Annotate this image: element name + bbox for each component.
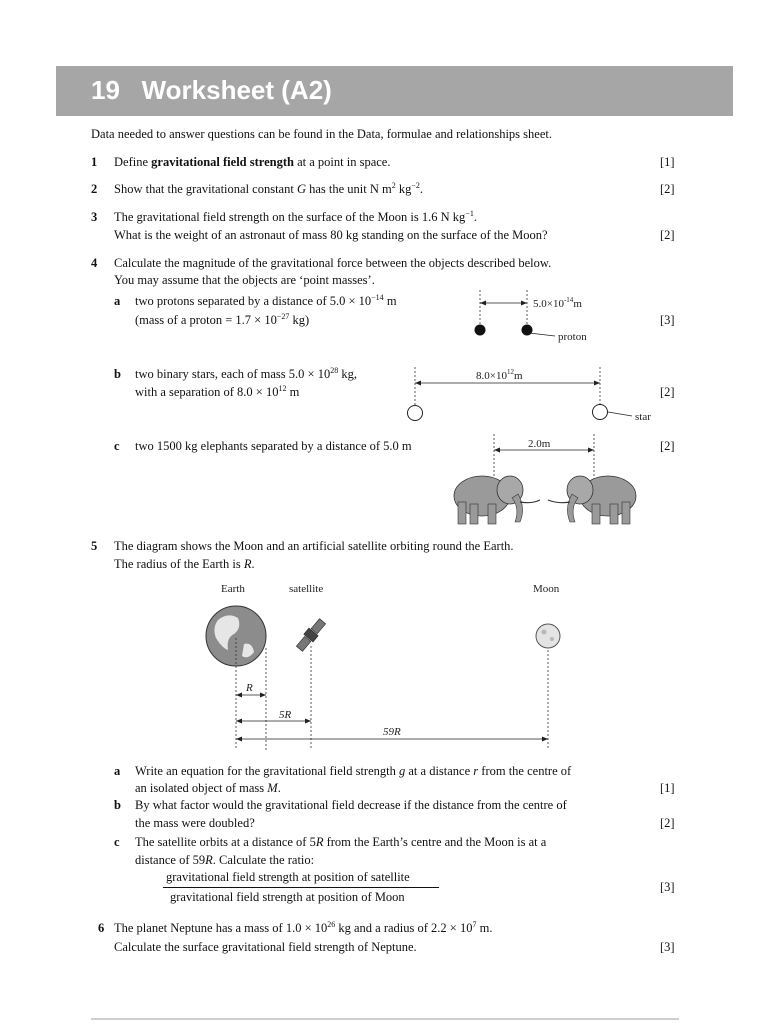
q4a-letter: a — [114, 294, 121, 308]
ratio-line — [163, 887, 439, 888]
proton-label: proton — [558, 331, 587, 343]
q4a-marks: [3] — [660, 313, 675, 327]
q4a-line2: (mass of a proton = $1.7 \times 10^{-27}$ kg) — [135, 312, 310, 327]
q4c-marks: [2] — [660, 439, 675, 453]
r59-label: 59R — [383, 726, 401, 738]
worksheet-title: 19 Worksheet (A2) — [91, 75, 332, 105]
q5b-line2: the mass were doubled? — [135, 816, 255, 830]
elephant-left-icon — [454, 476, 540, 524]
r-label: R — [246, 682, 253, 694]
earth-moon-diagram — [200, 578, 580, 753]
q5a-line2: an isolated object of mass M. — [135, 781, 281, 795]
star-circle-right — [593, 405, 608, 420]
stars-distance-label: $8.0\times 10^{12}m$ — [476, 368, 523, 382]
q5c-line2: distance of 59R. Calculate the ratio: — [135, 853, 315, 867]
q4c-letter: c — [114, 439, 120, 453]
footer-divider — [91, 1018, 679, 1020]
q3-line1: The gravitational field strength on the surface of the Moon is 1.6 N $kg^{-1}$. — [114, 209, 477, 224]
q5c-marks: [3] — [660, 880, 675, 894]
q4b-line1: two binary stars, each of mass $5.0 \times 10^{28}$ kg, — [135, 366, 357, 381]
q4-line1: Calculate the magnitude of the gravitational force between the objects described below. — [114, 256, 552, 270]
q5-line1: The diagram shows the Moon and an artificial satellite orbiting round the Earth. — [114, 539, 514, 553]
q6-line1: The planet Neptune has a mass of $1.0 \times 10^{26}$ kg and a radius of $2.2 \times 10^7$ m. — [114, 920, 493, 935]
binary-stars-diagram — [400, 365, 660, 425]
q6-number: 6 — [98, 921, 105, 935]
q4-line2: You may assume that the objects are ‘point masses’. — [114, 273, 375, 287]
q1-marks: [1] — [660, 155, 675, 169]
elephants-distance-label: 2.0m — [528, 438, 551, 450]
moon-label: Moon — [533, 583, 560, 595]
protons-distance-label: $5.0\times 10^{-14}m$ — [533, 296, 582, 310]
q5b-letter: b — [114, 798, 121, 812]
q2-text: Show that the gravitational constant G has the unit N $m^2$ $kg^{-2}$. — [114, 181, 424, 196]
q4b-marks: [2] — [660, 385, 675, 399]
q5b-line1: By what factor would the gravitational field decrease if the distance from the centre of — [135, 798, 567, 812]
q5a-line1: Write an equation for the gravitational field strength g at a distance r from the centre of — [135, 764, 572, 778]
q6-line2: Calculate the surface gravitational field strength of Neptune. — [114, 940, 417, 954]
r5-label: 5R — [279, 709, 292, 721]
q3-number: 3 — [91, 210, 98, 224]
q1-number: 1 — [91, 155, 98, 169]
q5b-marks: [2] — [660, 816, 675, 830]
moon-icon — [536, 624, 560, 648]
q1-text: Define gravitational field strength at a point in space. — [114, 155, 391, 169]
q4c-text: two 1500 kg elephants separated by a distance of 5.0 m — [135, 439, 412, 453]
q5-number: 5 — [91, 539, 98, 553]
elephant-right-icon — [548, 476, 636, 524]
q4b-letter: b — [114, 367, 121, 381]
q5a-marks: [1] — [660, 781, 675, 795]
q6-marks: [3] — [660, 940, 675, 954]
q3-line2: What is the weight of an astronaut of mass 80 kg standing on the surface of the Moon? — [114, 228, 548, 242]
ratio-numerator: gravitational field strength at position of satellite — [166, 870, 410, 884]
star-label: star — [635, 411, 651, 423]
q5a-letter: a — [114, 764, 121, 778]
star-circle-left — [408, 406, 423, 421]
q5c-letter: c — [114, 835, 120, 849]
proton-dot-right — [522, 325, 533, 336]
ratio-denominator: gravitational field strength at position of Moon — [170, 890, 405, 904]
q4a-line1: two protons separated by a distance of $5.0 \times 10^{-14}$ m — [135, 293, 397, 308]
q5c-line1: The satellite orbits at a distance of 5R from the Earth’s centre and the Moon is at a — [135, 835, 547, 849]
elephants-diagram — [450, 432, 650, 532]
q3-marks: [2] — [660, 228, 675, 242]
earth-label: Earth — [221, 583, 245, 595]
intro-text: Data needed to answer questions can be found in the Data, formulae and relationships sheet. — [91, 127, 552, 141]
q2-number: 2 — [91, 182, 98, 196]
earth-icon — [206, 606, 266, 666]
q2-marks: [2] — [660, 182, 675, 196]
protons-diagram — [440, 288, 640, 348]
satellite-label: satellite — [289, 583, 324, 595]
proton-dot-left — [475, 325, 486, 336]
q4-number: 4 — [91, 256, 98, 270]
q4b-line2: with a separation of $8.0 \times 10^{12}$ m — [135, 384, 300, 399]
q5-line2: The radius of the Earth is R. — [114, 557, 255, 571]
